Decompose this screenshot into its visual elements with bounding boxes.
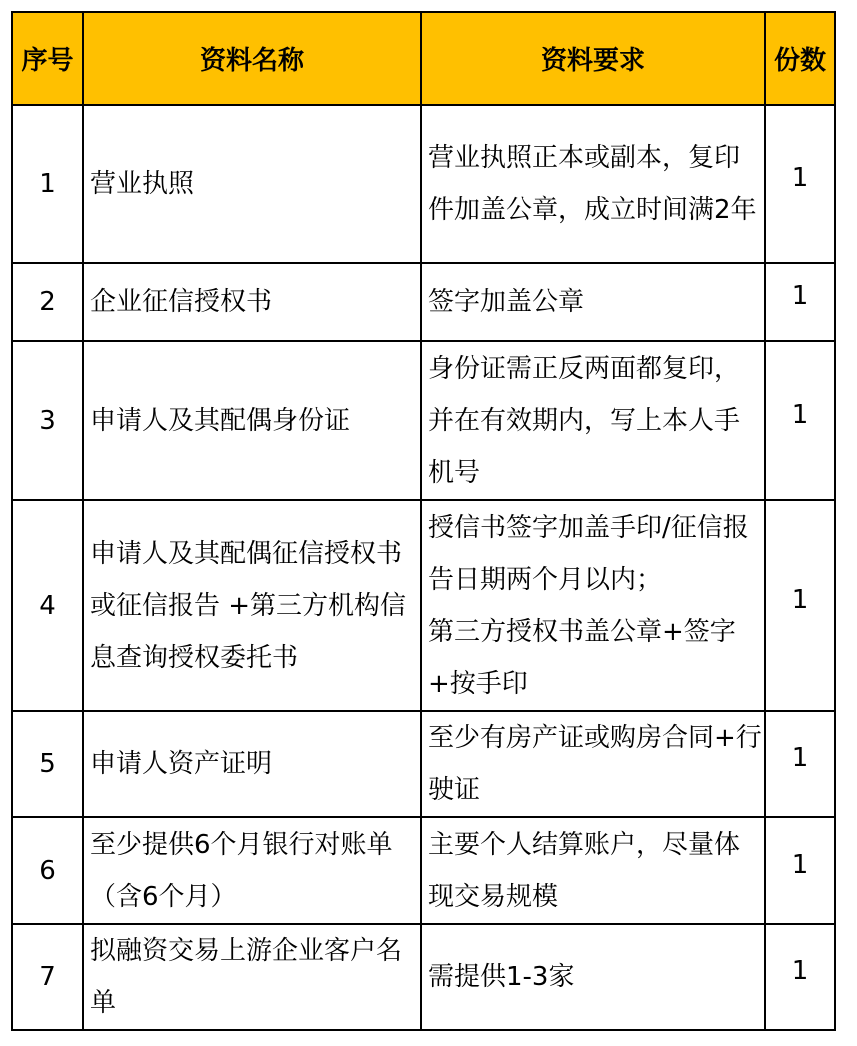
row-count: 1 (791, 399, 809, 430)
row-count: 1 (791, 743, 809, 773)
row-index: 3 (12, 341, 83, 500)
row-requirement: 营业执照正本或副本，复印件加盖公章，成立时间满2年 (421, 105, 765, 263)
row-name: 至少提供6个月银行对账单（含6个月） (83, 817, 421, 924)
table-row (12, 924, 835, 1030)
row-name: 申请人资产证明 (83, 711, 421, 817)
row-index: 4 (12, 500, 83, 711)
row-requirement: 签字加盖公章 (421, 263, 765, 341)
table-row (12, 263, 835, 341)
row-requirement: 授信书签字加盖手印/征信报告日期两个月以内； 第三方授权书盖公章+签字+按手印 (421, 500, 765, 711)
row-count: 1 (791, 956, 809, 986)
row-count-cell (765, 817, 835, 924)
row-name: 拟融资交易上游企业客户名单 (83, 924, 421, 1030)
header-count: 份数 (765, 12, 835, 105)
row-requirement: 主要个人结算账户，尽量体现交易规模 (421, 817, 765, 924)
row-name: 申请人及其配偶身份证 (83, 341, 421, 500)
header-requirement: 资料要求 (421, 12, 765, 105)
row-count-cell (765, 263, 835, 341)
header-index: 序号 (12, 12, 83, 105)
row-index: 2 (12, 263, 83, 341)
row-count: 1 (791, 584, 809, 615)
row-index: 1 (12, 105, 83, 263)
row-count: 1 (791, 849, 809, 880)
table-row (12, 817, 835, 924)
row-name: 营业执照 (83, 105, 421, 263)
table-row (12, 711, 835, 817)
row-index: 6 (12, 817, 83, 924)
row-count: 1 (791, 163, 809, 193)
row-count-cell (765, 711, 835, 817)
row-count-cell (765, 500, 835, 711)
row-name: 企业征信授权书 (83, 263, 421, 341)
header-name: 资料名称 (83, 12, 421, 105)
row-count: 1 (791, 281, 809, 311)
row-index: 5 (12, 711, 83, 817)
table-row (12, 341, 835, 500)
row-requirement: 至少有房产证或购房合同+行驶证 (421, 711, 765, 817)
header-row (12, 12, 835, 105)
table-row (12, 500, 835, 711)
row-requirement: 需提供1-3家 (421, 924, 765, 1030)
row-index: 7 (12, 924, 83, 1030)
row-name: 申请人及其配偶征信授权书或征信报告 +第三方机构信息查询授权委托书 (83, 500, 421, 711)
materials-table (11, 11, 836, 1031)
row-count-cell (765, 105, 835, 263)
row-requirement: 身份证需正反两面都复印，并在有效期内，写上本人手机号 (421, 341, 765, 500)
row-count-cell (765, 341, 835, 500)
row-count-cell (765, 924, 835, 1030)
table-row (12, 105, 835, 263)
